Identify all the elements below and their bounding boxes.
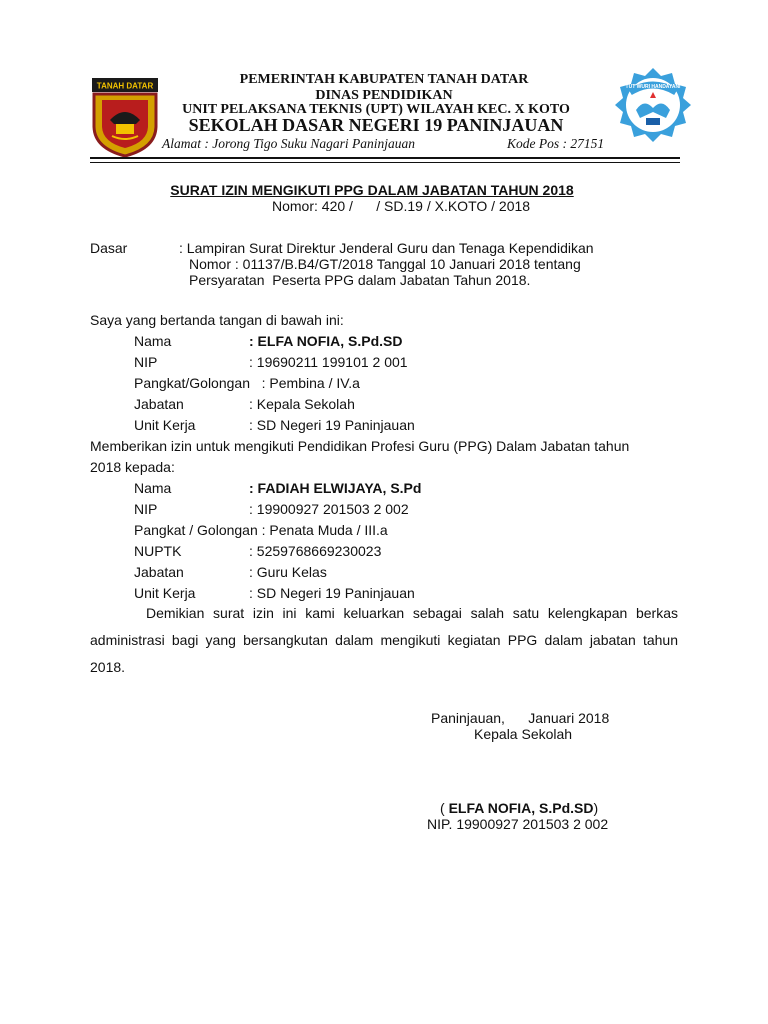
recipient-label: NIP <box>134 501 158 517</box>
recipient-label: Jabatan <box>134 564 184 580</box>
letterhead-government: PEMERINTAH KABUPATEN TANAH DATAR <box>239 72 529 87</box>
letterhead-unit: UNIT PELAKSANA TEKNIS (UPT) WILAYAH KEC. X KOTO <box>182 102 570 117</box>
permission-text: Memberikan izin untuk mengikuti Pendidikan Profesi Guru (PPG) Dalam Jabatan tahun <box>90 438 630 454</box>
logo-right-text: TUT WURI HANDAYANI <box>625 84 681 90</box>
dasar-label: Dasar <box>90 240 128 256</box>
letterhead-divider-thick <box>90 157 680 159</box>
signer-name: : ELFA NOFIA, S.Pd.SD <box>249 333 403 349</box>
signer-label: Jabatan <box>134 396 184 412</box>
recipient-label: Unit Kerja <box>134 585 196 601</box>
logo-left-text: TANAH DATAR <box>96 81 154 91</box>
letterhead-address: Alamat : Jorong Tigo Suku Nagari Paninjauan <box>162 136 415 151</box>
letterhead-postal-code: Kode Pos : 27151 <box>507 136 605 151</box>
paren-close: ) <box>593 800 599 816</box>
letterhead-divider-thin <box>90 162 680 163</box>
recipient-value: : SD Negeri 19 Paninjauan <box>249 585 415 601</box>
document-title: SURAT IZIN MENGIKUTI PPG DALAM JABATAN TAHUN 2018 <box>170 182 574 198</box>
signer-value: : Kepala Sekolah <box>249 396 355 412</box>
letterhead-department: DINAS PENDIDIKAN <box>315 88 453 103</box>
signer-value: : SD Negeri 19 Paninjauan <box>249 417 415 433</box>
dasar-line: Persyaratan Peserta PPG dalam Jabatan Tahun 2018. <box>189 272 531 288</box>
recipient-label: Pangkat / Golongan : Penata Muda / III.a <box>134 522 388 538</box>
signature-position: Kepala Sekolah <box>474 726 573 742</box>
recipient-value: : 5259768669230023 <box>249 543 382 559</box>
closing-paragraph: Demikian surat izin ini kami keluarkan sebagai salah satu kelengkapan berkas administrasi bagi yang bersangkutan dalam mengikuti kegiatan PPG dalam jabatan tahun 2018. <box>90 605 678 675</box>
signature-place-date: Paninjauan, Januari 2018 <box>431 710 610 726</box>
signature-name-line <box>440 800 598 816</box>
paren-open: ( <box>440 800 449 816</box>
recipient-name: : FADIAH ELWIJAYA, S.Pd <box>249 480 422 496</box>
signer-value: : 19690211 199101 2 001 <box>249 354 408 370</box>
signer-label: Nama <box>134 333 172 349</box>
dasar-line: : Lampiran Surat Direktur Jenderal Guru dan Tenaga Kependidikan <box>179 240 594 256</box>
signature-nip: NIP. 19900927 201503 2 002 <box>427 816 609 832</box>
permission-text: 2018 kepada: <box>90 459 175 475</box>
signer-label: Pangkat/Golongan : Pembina / IV.a <box>134 375 360 391</box>
recipient-value: : 19900927 201503 2 002 <box>249 501 409 517</box>
intro-text: Saya yang bertanda tangan di bawah ini: <box>90 312 344 328</box>
recipient-value: : Guru Kelas <box>249 564 327 580</box>
signature-name: ELFA NOFIA, S.Pd.SD <box>448 800 594 816</box>
signer-label: NIP <box>134 354 158 370</box>
document-number: Nomor: 420 / / SD.19 / X.KOTO / 2018 <box>272 198 531 214</box>
signer-label: Unit Kerja <box>134 417 196 433</box>
letterhead-school: SEKOLAH DASAR NEGERI 19 PANINJAUAN <box>188 115 564 135</box>
dasar-line: Nomor : 01137/B.B4/GT/2018 Tanggal 10 Januari 2018 tentang <box>189 256 581 272</box>
recipient-label: NUPTK <box>134 543 182 559</box>
recipient-label: Nama <box>134 480 172 496</box>
